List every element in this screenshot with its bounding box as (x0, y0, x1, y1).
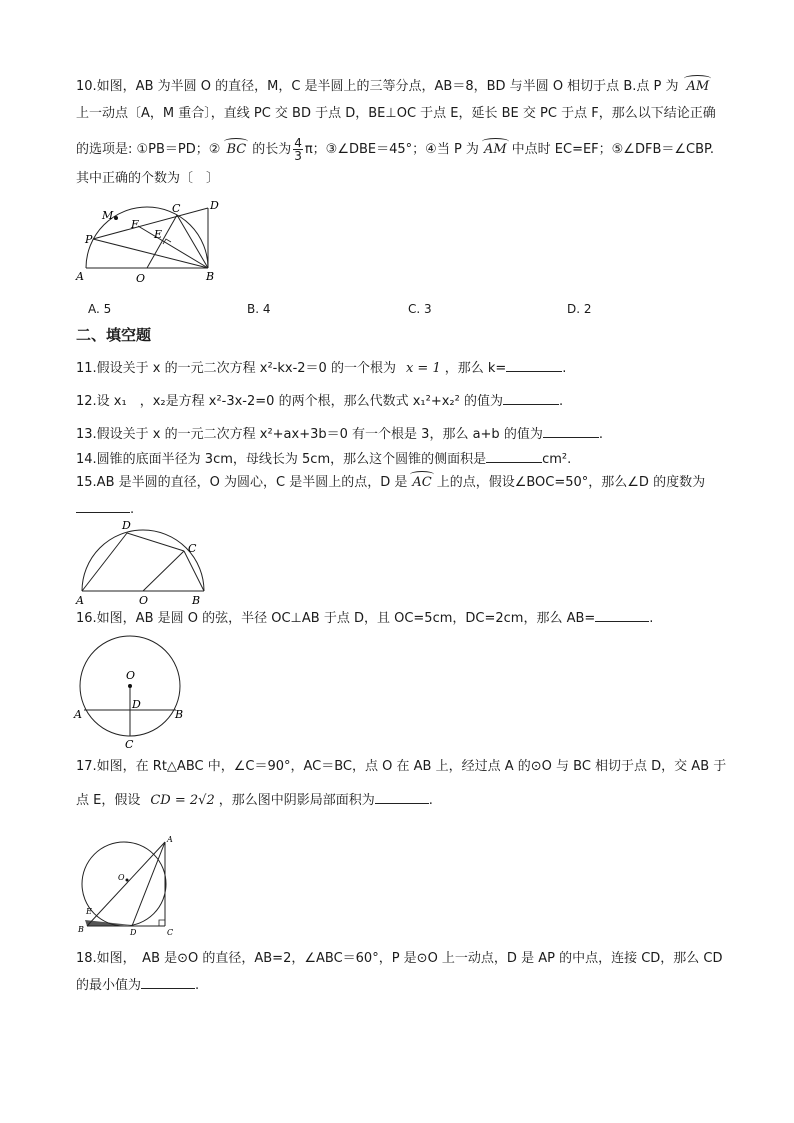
label-e: E (154, 228, 163, 241)
center-o (126, 879, 129, 882)
label-c: C (188, 542, 197, 555)
q16-period: . (649, 611, 654, 626)
q17-text: ，那么图中阴影局部面积为 (218, 793, 375, 808)
fraction-numerator: 4 (294, 136, 302, 150)
q11-text: 11.假设关于 x 的一元二次方程 x²-kx-2＝0 的一个根为 (76, 361, 396, 376)
label-d: D (132, 698, 141, 711)
q15-period: . (130, 502, 135, 517)
label-f: F (131, 218, 139, 231)
arc-bc-label: BC (226, 142, 247, 157)
section-heading: 二、填空题 (76, 326, 152, 344)
q18-line-1 (76, 950, 723, 968)
q17-line-1 (76, 758, 726, 776)
q11-math: x = 1 (405, 361, 441, 376)
line-ad (132, 842, 165, 926)
q13-text: 13.假设关于 x 的一元二次方程 x²+ax+3b＝0 有一个根是 3，那么 a+b 的值为 (76, 427, 543, 442)
answer-blank[interactable] (503, 391, 559, 405)
q17-figure (72, 832, 182, 942)
center-o (128, 684, 132, 688)
q16-figure (72, 630, 192, 752)
q17-period: . (428, 793, 433, 808)
q10-text: 上一动点〔A，M 重合〕，直线 PC 交 BD 于点 D，BE⊥OC 于点 E，延长 BE 交 PC 于点 F，那么以下结论正确 (76, 106, 716, 121)
line-dc (127, 533, 184, 551)
q18-line-2 (76, 975, 199, 995)
label-b: B (175, 708, 184, 721)
label-c: C (172, 202, 181, 215)
answer-blank[interactable] (486, 449, 542, 463)
label-b: B (192, 594, 201, 606)
line-pb (93, 239, 208, 268)
q11-text: ，那么 k= (444, 361, 507, 376)
q15-text: 15.AB 是半圆的直径，O 为圆心，C 是半圆上的点，D 是 (76, 475, 408, 490)
arc-am-label: AM (483, 142, 507, 157)
q17-line-2 (76, 790, 433, 810)
label-d: D (130, 928, 137, 937)
answer-blank[interactable] (141, 975, 195, 989)
label-d: D (122, 519, 131, 532)
line-fb (138, 226, 208, 268)
label-e: E (86, 907, 92, 916)
q12-period: . (558, 394, 564, 409)
q12 (76, 391, 563, 411)
answer-blank[interactable] (506, 358, 562, 372)
option-c[interactable]: C. 3 (408, 302, 432, 316)
label-p: P (85, 233, 93, 246)
q10-line-4 (76, 170, 219, 188)
q15-figure (72, 516, 212, 606)
label-c: C (167, 928, 174, 937)
q10-text: 的长为 (252, 142, 292, 157)
q10-figure (72, 198, 232, 290)
q14-unit: cm². (542, 452, 572, 467)
q13-period: . (598, 427, 603, 442)
q14-text: 14.圆锥的底面半径为 3cm，母线长为 5cm，那么这个圆锥的侧面积是 (76, 452, 487, 467)
q11-period: . (562, 361, 567, 376)
label-a: A (76, 594, 84, 606)
q10-text: 的选项是: ①PB＝PD；② (76, 142, 221, 157)
label-a: A (74, 708, 82, 721)
semicircle-arc (82, 530, 204, 591)
label-o: O (139, 594, 149, 606)
label-o: O (136, 272, 146, 285)
q15-line-1 (76, 474, 705, 492)
fraction (293, 137, 303, 162)
label-a: A (167, 835, 173, 844)
q10-line-2 (76, 105, 716, 123)
label-d: D (210, 199, 219, 212)
q18-text: 18.如图， AB 是⊙O 的直径，AB=2，∠ABC＝60°，P 是⊙O 上一动点，D 是 AP 的中点，连接 CD，那么 CD (76, 951, 723, 966)
q10-line-1 (76, 78, 711, 96)
q18-period: . (195, 978, 200, 993)
arc-ac-label: AC (412, 475, 432, 490)
line-co (143, 551, 184, 591)
q10-text: 中点时 EC=EF；⑤∠DFB＝∠CBP. (511, 142, 714, 157)
point-m (114, 216, 118, 220)
answer-blank[interactable] (76, 499, 130, 513)
option-b[interactable]: B. 4 (247, 302, 271, 316)
q17-text: 点 E，假设 (76, 793, 141, 808)
q14 (76, 449, 571, 469)
label-o: O (118, 873, 125, 882)
q10-text: 10.如图，AB 为半圆 O 的直径，M，C 是半圆上的三等分点，AB＝8，BD 与半圆 O 相切于点 B.点 P 为 (76, 79, 679, 94)
q17-math: CD = 2√2 (150, 793, 215, 808)
label-b: B (78, 925, 84, 934)
q18-text: 的最小值为 (76, 978, 142, 993)
fraction-denominator: 3 (294, 149, 302, 163)
q12-text: 12.设 x₁ ，x₂是方程 x²-3x-2=0 的两个根，那么代数式 x₁²+x₂² 的值为 (76, 394, 503, 409)
q13 (76, 424, 603, 444)
right-angle-mark (159, 920, 165, 926)
answer-blank[interactable] (543, 424, 599, 438)
option-d[interactable]: D. 2 (567, 302, 592, 316)
answer-blank[interactable] (595, 608, 649, 622)
q10-text: π；③∠DBE＝45°；④当 P 为 (304, 142, 479, 157)
q10-text: 其中正确的个数为〔 〕 (76, 171, 220, 186)
q10-line-3 (76, 137, 714, 162)
option-a[interactable]: A. 5 (88, 302, 112, 316)
q11 (76, 358, 566, 378)
line-cb (177, 215, 208, 268)
label-c: C (125, 738, 134, 751)
q16 (76, 608, 653, 628)
label-o: O (126, 669, 136, 682)
q16-text: 16.如图，AB 是圆 O 的弦，半径 OC⊥AB 于点 D，且 OC=5cm，DC=2cm，那么 AB= (76, 611, 596, 626)
q15-text: 上的点，假设∠BOC=50°，那么∠D 的度数为 (436, 475, 706, 490)
q17-text: 17.如图，在 Rt△ABC 中，∠C＝90°，AC＝BC，点 O 在 AB 上，经过点 A 的⊙O 与 BC 相切于点 D，交 AB 于 (76, 759, 727, 774)
answer-blank[interactable] (375, 790, 429, 804)
arc-am-label: AM (686, 79, 710, 94)
label-m: M (102, 209, 114, 222)
label-a: A (76, 270, 84, 283)
label-b: B (206, 270, 215, 283)
